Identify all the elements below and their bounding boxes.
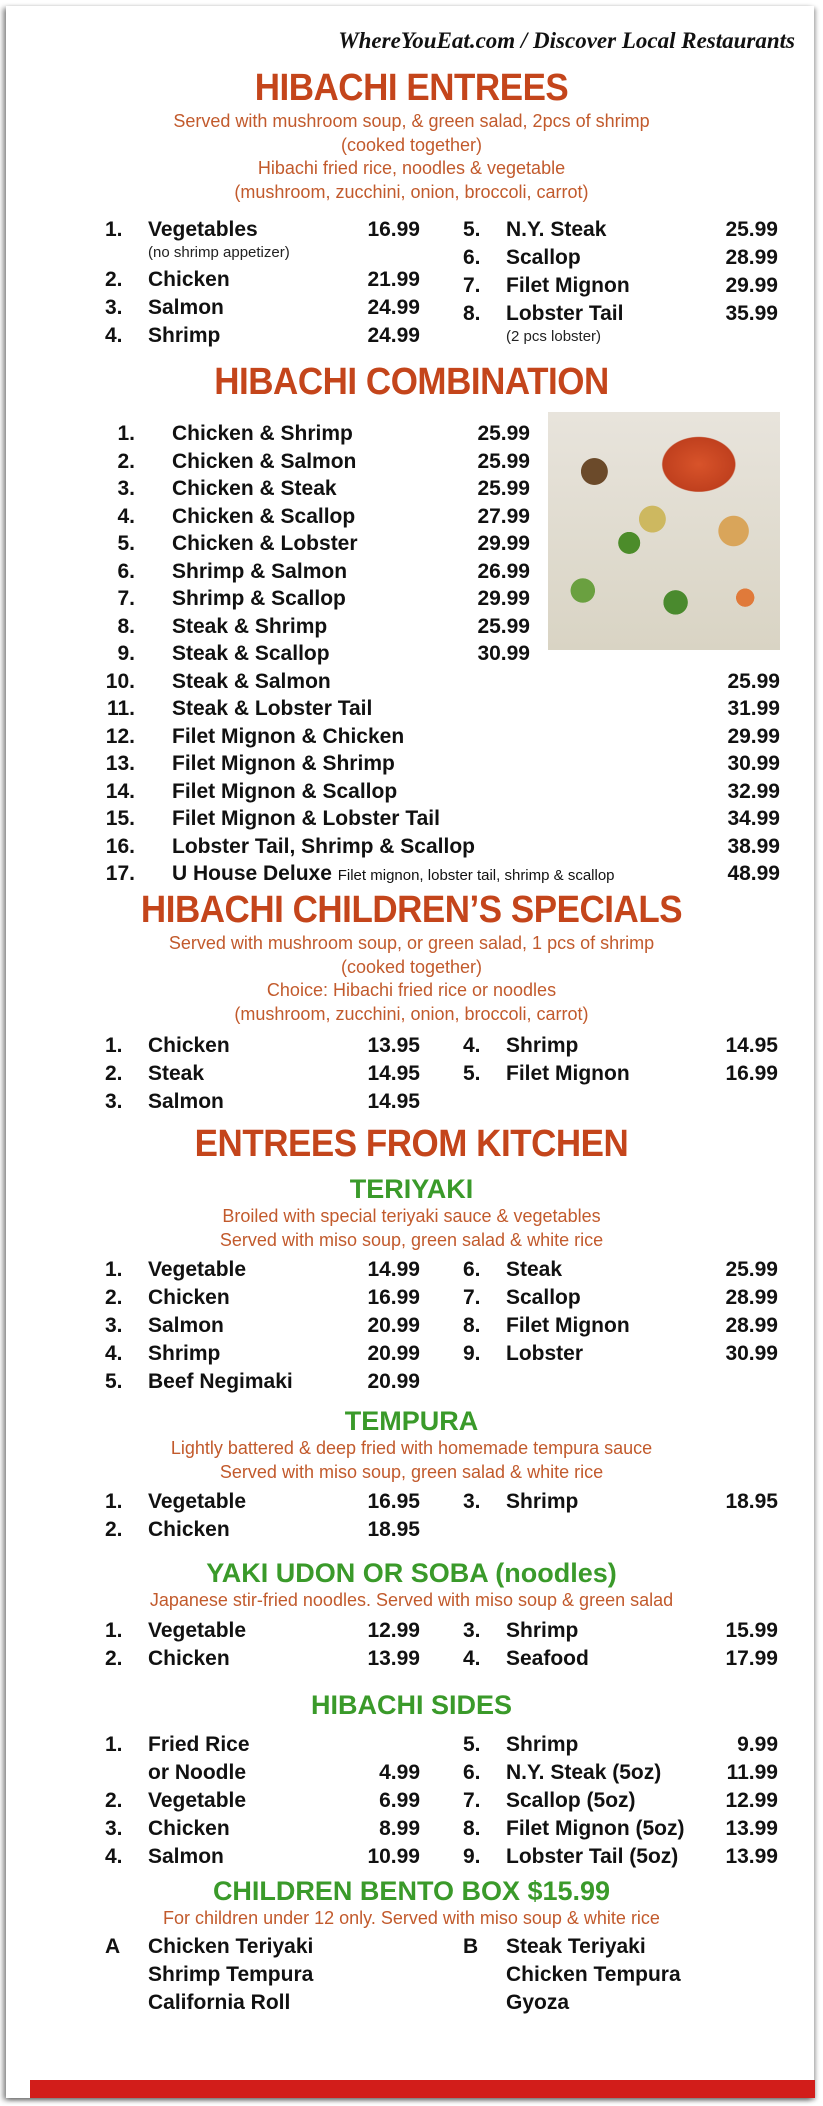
item-number: 3. bbox=[463, 1618, 481, 1642]
item-name bbox=[172, 778, 397, 805]
tempura-section bbox=[0, 1405, 823, 1541]
item-price: 25.99 bbox=[477, 614, 530, 638]
item-name: Chicken bbox=[148, 1646, 230, 1670]
menu-item bbox=[463, 1617, 778, 1645]
item-price: 29.99 bbox=[725, 274, 778, 297]
bento-subtitle-line: For children under 12 only. Served with miso soup & white rice bbox=[163, 1908, 660, 1928]
menu-item bbox=[463, 1312, 778, 1340]
item-name: Lobster Tail (5oz) bbox=[506, 1845, 679, 1868]
item-number: 2. bbox=[105, 1789, 123, 1812]
item-number: 3. bbox=[105, 1817, 123, 1840]
item-name bbox=[172, 530, 358, 557]
item-number: 4. bbox=[105, 1342, 123, 1365]
item-price: 13.99 bbox=[367, 1646, 420, 1670]
item-number: 5. bbox=[117, 532, 135, 555]
item-number: 3. bbox=[105, 1090, 123, 1113]
combo-item bbox=[0, 860, 823, 888]
item-name: Vegetable bbox=[148, 1258, 247, 1281]
item-name bbox=[172, 860, 615, 889]
item-name: Shrimp bbox=[506, 1733, 579, 1756]
item-name: Scallop (5oz) bbox=[506, 1789, 636, 1812]
item-note: (2 pcs lobster) bbox=[506, 328, 602, 345]
item-name-text: Filet Mignon & Shrimp bbox=[172, 752, 395, 775]
item-price: 38.99 bbox=[727, 834, 780, 858]
item-name: Steak bbox=[506, 1258, 563, 1281]
item-number: 4. bbox=[463, 1034, 481, 1057]
item-price: 14.95 bbox=[725, 1034, 778, 1057]
combo-item bbox=[0, 723, 823, 751]
item-price: 32.99 bbox=[727, 779, 780, 803]
item-price: 34.99 bbox=[727, 807, 780, 830]
item-number: 8. bbox=[463, 302, 481, 325]
yaki-column-right bbox=[463, 1617, 778, 1673]
item-price: 28.99 bbox=[725, 246, 778, 269]
item-number: 5. bbox=[463, 1733, 481, 1756]
item-name: Shrimp bbox=[148, 1342, 221, 1365]
item-price: 20.99 bbox=[367, 1370, 420, 1393]
item-name-text: Chicken & Salmon bbox=[172, 449, 357, 473]
item-name: Chicken bbox=[148, 268, 230, 291]
item-price: 25.99 bbox=[725, 218, 778, 241]
menu-item bbox=[105, 1961, 420, 1989]
item-price: 12.99 bbox=[725, 1789, 778, 1812]
combo-item bbox=[0, 778, 823, 806]
item-number: 10. bbox=[105, 669, 135, 693]
item-name bbox=[172, 420, 353, 447]
spacer bbox=[0, 1721, 823, 1731]
item-price: 13.99 bbox=[725, 1817, 778, 1840]
hibachi_entrees-column-left bbox=[105, 216, 420, 350]
item-price: 21.99 bbox=[367, 268, 420, 291]
menu-item bbox=[463, 1731, 778, 1759]
item-number: B bbox=[463, 1934, 479, 1958]
tempura-column-right bbox=[463, 1488, 778, 1516]
item-number: 7. bbox=[463, 274, 481, 297]
item-name: Chicken Tempura bbox=[506, 1962, 681, 1986]
item-name bbox=[172, 558, 347, 585]
menu-item bbox=[105, 216, 420, 244]
item-price: 26.99 bbox=[477, 559, 530, 583]
combo-item bbox=[0, 750, 823, 778]
item-name: or Noodle bbox=[148, 1761, 246, 1784]
item-name: Filet Mignon bbox=[506, 274, 630, 297]
menu-item bbox=[105, 1488, 420, 1516]
menu-item bbox=[463, 300, 778, 328]
menu-item bbox=[105, 1815, 420, 1843]
item-price: 4.99 bbox=[379, 1761, 420, 1784]
menu-item bbox=[463, 1961, 778, 1989]
teriyaki-subtitle-line: Broiled with special teriyaki sauce & vegetables bbox=[222, 1206, 601, 1226]
menu-item bbox=[463, 1989, 778, 2017]
menu-item bbox=[105, 1787, 420, 1815]
item-price: 14.95 bbox=[367, 1090, 420, 1113]
menu-item bbox=[463, 1815, 778, 1843]
menu-item bbox=[463, 1787, 778, 1815]
item-price: 25.99 bbox=[477, 422, 530, 445]
hibachi_entrees-section bbox=[0, 66, 823, 347]
item-name: Lobster Tail bbox=[506, 302, 624, 325]
item-number: 11. bbox=[106, 697, 135, 720]
tempura-title: TEMPURA bbox=[344, 1406, 479, 1436]
menu-item bbox=[463, 1284, 778, 1312]
kitchen-title: ENTREES FROM KITCHEN bbox=[194, 1123, 629, 1165]
item-price: 18.95 bbox=[367, 1518, 420, 1541]
item-price: 13.99 bbox=[725, 1845, 778, 1868]
hibachi_entrees-subtitle-line: Hibachi fried rice, noodles & vegetable bbox=[257, 158, 566, 178]
item-name: Salmon bbox=[148, 1314, 224, 1337]
item-number: 3. bbox=[105, 1314, 123, 1337]
item-note: (no shrimp appetizer) bbox=[148, 244, 290, 261]
item-number: 3. bbox=[105, 296, 123, 319]
item-number: 7. bbox=[117, 587, 135, 610]
hibachi_combination-section bbox=[0, 360, 823, 404]
item-name: Gyoza bbox=[506, 1990, 570, 2014]
hibachi_entrees-title: HIBACHI ENTREES bbox=[254, 67, 569, 109]
item-name bbox=[172, 448, 356, 475]
item-number: 13. bbox=[105, 752, 135, 775]
tempura-subtitle-line: Served with miso soup, green salad & white rice bbox=[219, 1461, 604, 1482]
teriyaki-column-right bbox=[463, 1256, 778, 1368]
menu-item bbox=[105, 1731, 420, 1759]
menu-item bbox=[105, 1989, 420, 2017]
item-price: 16.99 bbox=[367, 1286, 420, 1309]
item-number: 4. bbox=[463, 1646, 481, 1670]
item-name-text: Shrimp & Salmon bbox=[172, 559, 348, 583]
teriyaki-section bbox=[0, 1173, 823, 1393]
menu-item bbox=[463, 1060, 778, 1088]
item-number: 5. bbox=[463, 218, 481, 241]
item-name: Salmon bbox=[148, 296, 224, 319]
item-name: Shrimp bbox=[506, 1618, 579, 1642]
combo-item bbox=[0, 805, 823, 833]
item-name: Fried Rice bbox=[148, 1733, 250, 1756]
item-number: 2. bbox=[105, 1286, 123, 1309]
item-number: 1. bbox=[117, 422, 135, 445]
item-number: 3. bbox=[117, 477, 135, 500]
bento-section bbox=[0, 1875, 823, 2014]
item-name: Salmon bbox=[148, 1845, 224, 1868]
item-number: 4. bbox=[117, 504, 135, 528]
hibachi_entrees-column-right bbox=[463, 216, 778, 350]
item-number: 6. bbox=[463, 1761, 481, 1784]
children_specials-subtitle-line: Served with mushroom soup, or green salad, 1 pcs of shrimp bbox=[168, 933, 655, 953]
menu-item bbox=[105, 1312, 420, 1340]
item-number: A bbox=[105, 1934, 121, 1958]
yaki-section bbox=[0, 1557, 823, 1670]
menu-item bbox=[105, 1645, 420, 1673]
item-name bbox=[172, 475, 337, 502]
item-description: Filet mignon, lobster tail, shrimp & scallop bbox=[337, 867, 615, 884]
item-name bbox=[172, 695, 372, 722]
item-name-text: Filet Mignon & Lobster Tail bbox=[172, 807, 440, 830]
menu-item bbox=[105, 266, 420, 294]
item-name: Salmon bbox=[148, 1090, 224, 1113]
item-number: 2. bbox=[117, 449, 135, 473]
menu-item bbox=[105, 1843, 420, 1871]
item-name: Scallop bbox=[506, 1286, 581, 1309]
item-name-text: Chicken & Lobster bbox=[172, 532, 358, 555]
item-name: Beef Negimaki bbox=[148, 1370, 293, 1393]
hibachi-food-photo bbox=[548, 412, 780, 650]
menu-item bbox=[463, 1843, 778, 1871]
item-number: 2. bbox=[105, 1062, 123, 1085]
item-name: Steak Teriyaki bbox=[506, 1934, 646, 1958]
watermark: WhereYouEat.com / Discover Local Restaurants bbox=[338, 28, 795, 53]
menu-item bbox=[463, 216, 778, 244]
item-name bbox=[172, 585, 346, 612]
item-price: 29.99 bbox=[727, 724, 780, 748]
item-name: Shrimp bbox=[148, 324, 221, 347]
item-price: 27.99 bbox=[477, 504, 530, 528]
item-price: 31.99 bbox=[727, 697, 780, 720]
item-price: 9.99 bbox=[737, 1733, 778, 1756]
item-number: 17. bbox=[105, 862, 135, 885]
item-name: Chicken bbox=[148, 1518, 230, 1541]
item-price: 11.99 bbox=[726, 1761, 778, 1784]
menu-item bbox=[463, 1256, 778, 1284]
teriyaki-subtitle-line: Served with miso soup, green salad & white rice bbox=[219, 1229, 604, 1250]
item-price: 13.95 bbox=[367, 1034, 420, 1057]
hibachi_entrees-subtitle-line: (cooked together) bbox=[340, 134, 483, 155]
children_specials-subtitle-line: Choice: Hibachi fried rice or noodles bbox=[266, 980, 557, 1000]
item-price: 14.95 bbox=[367, 1062, 420, 1085]
item-number: 8. bbox=[463, 1314, 481, 1337]
item-name bbox=[172, 805, 440, 832]
item-name: Chicken bbox=[148, 1817, 230, 1840]
item-name bbox=[172, 833, 475, 860]
item-price: 30.99 bbox=[727, 752, 780, 775]
kitchen-section bbox=[0, 1122, 823, 1166]
item-number: 7. bbox=[463, 1286, 481, 1309]
item-name-text: Filet Mignon & Scallop bbox=[172, 779, 398, 803]
menu-item bbox=[105, 1340, 420, 1368]
item-number: 6. bbox=[463, 1258, 481, 1281]
item-number: 1. bbox=[105, 1258, 123, 1281]
item-name-text: Chicken & Scallop bbox=[172, 504, 356, 528]
item-name bbox=[172, 613, 327, 640]
combo-item bbox=[0, 695, 823, 723]
item-price: 25.99 bbox=[477, 449, 530, 473]
menu-item bbox=[463, 1488, 778, 1516]
item-name bbox=[172, 750, 395, 777]
item-name-text: Chicken & Steak bbox=[172, 477, 337, 500]
item-number: 14. bbox=[105, 779, 135, 803]
item-price: 35.99 bbox=[725, 302, 778, 325]
item-price: 16.99 bbox=[725, 1062, 778, 1085]
children_specials-column-left bbox=[105, 1032, 420, 1116]
item-name: Seafood bbox=[506, 1646, 589, 1670]
item-price: 48.99 bbox=[727, 862, 780, 885]
item-name: Vegetable bbox=[148, 1618, 247, 1642]
item-name-text: Steak & Lobster Tail bbox=[172, 697, 373, 720]
menu-item bbox=[105, 1933, 420, 1961]
children_specials-subtitle-line: (mushroom, zucchini, onion, broccoli, carrot) bbox=[234, 1003, 589, 1024]
item-number: 7. bbox=[463, 1789, 481, 1812]
item-name: Filet Mignon (5oz) bbox=[506, 1817, 685, 1840]
item-price: 20.99 bbox=[367, 1342, 420, 1365]
item-name-text: Steak & Salmon bbox=[172, 669, 331, 693]
item-number: 8. bbox=[117, 614, 135, 638]
menu-item bbox=[105, 1617, 420, 1645]
item-name: Chicken bbox=[148, 1286, 230, 1309]
item-number: 1. bbox=[105, 1034, 123, 1057]
bento-column-right bbox=[463, 1933, 778, 2017]
item-price: 16.95 bbox=[367, 1490, 420, 1513]
bento-column-left bbox=[105, 1933, 420, 2017]
menu-item bbox=[463, 1032, 778, 1060]
item-number: 9. bbox=[117, 642, 135, 665]
item-price: 30.99 bbox=[477, 642, 530, 665]
tempura-subtitle-line: Lightly battered & deep fried with homemade tempura sauce bbox=[170, 1438, 653, 1458]
item-name: Chicken bbox=[148, 1034, 230, 1057]
combo-item bbox=[0, 668, 823, 696]
item-name-text: Steak & Scallop bbox=[172, 642, 330, 665]
item-name: Vegetable bbox=[148, 1789, 247, 1812]
item-price: 16.99 bbox=[367, 218, 420, 241]
item-number: 4. bbox=[105, 1845, 123, 1868]
item-number: 2. bbox=[105, 1646, 123, 1670]
children_specials-subtitle-line: (cooked together) bbox=[340, 956, 483, 977]
item-name: Filet Mignon bbox=[506, 1314, 630, 1337]
menu-item bbox=[105, 1368, 420, 1396]
item-number: 4. bbox=[105, 324, 123, 347]
menu-item bbox=[105, 1759, 420, 1787]
item-price: 24.99 bbox=[367, 296, 420, 319]
teriyaki-title: TERIYAKI bbox=[349, 1174, 474, 1204]
item-price: 25.99 bbox=[727, 669, 780, 693]
menu-item bbox=[105, 1256, 420, 1284]
item-price: 18.95 bbox=[725, 1490, 778, 1513]
hibachi_entrees-subtitle-line: Served with mushroom soup, & green salad, 2pcs of shrimp bbox=[173, 111, 650, 131]
menu-item bbox=[105, 1284, 420, 1312]
item-name: California Roll bbox=[148, 1990, 291, 2014]
item-name-text: Shrimp & Scallop bbox=[172, 587, 346, 610]
item-number: 2. bbox=[105, 1518, 123, 1541]
spacer bbox=[0, 204, 823, 216]
menu-item bbox=[463, 1340, 778, 1368]
item-name: Vegetables bbox=[148, 218, 258, 241]
sides-section bbox=[0, 1689, 823, 1868]
item-price: 25.99 bbox=[477, 477, 530, 500]
bento-title: CHILDREN BENTO BOX $15.99 bbox=[212, 1876, 611, 1906]
item-price: 14.99 bbox=[367, 1258, 420, 1281]
sides-column-right bbox=[463, 1731, 778, 1871]
menu-item bbox=[463, 1759, 778, 1787]
item-number: 1. bbox=[105, 1733, 123, 1756]
item-number: 9. bbox=[463, 1342, 481, 1365]
menu-item bbox=[463, 1933, 778, 1961]
item-name-text: Filet Mignon & Chicken bbox=[172, 724, 405, 748]
item-name: Steak bbox=[148, 1062, 205, 1085]
menu-item bbox=[105, 294, 420, 322]
item-price: 25.99 bbox=[725, 1258, 778, 1281]
item-number: 6. bbox=[463, 246, 481, 269]
item-name bbox=[172, 640, 330, 667]
item-price: 24.99 bbox=[367, 324, 420, 347]
tempura-column-left bbox=[105, 1488, 420, 1544]
item-number: 15. bbox=[105, 807, 135, 830]
item-price: 29.99 bbox=[477, 587, 530, 610]
item-number: 5. bbox=[463, 1062, 481, 1085]
item-name: Vegetable bbox=[148, 1490, 247, 1513]
item-price: 29.99 bbox=[477, 532, 530, 555]
menu-item bbox=[105, 1060, 420, 1088]
item-price: 15.99 bbox=[725, 1618, 778, 1642]
item-name: Scallop bbox=[506, 246, 581, 269]
yaki-title: YAKI UDON OR SOBA (noodles) bbox=[206, 1558, 617, 1588]
item-name: N.Y. Steak (5oz) bbox=[506, 1761, 662, 1784]
hibachi_combination-title: HIBACHI COMBINATION bbox=[214, 361, 609, 403]
menu-item bbox=[105, 1088, 420, 1116]
menu-item bbox=[105, 1032, 420, 1060]
item-price: 30.99 bbox=[725, 1342, 778, 1365]
item-name-text: Steak & Shrimp bbox=[172, 614, 328, 638]
sides-column-left bbox=[105, 1731, 420, 1871]
teriyaki-column-left bbox=[105, 1256, 420, 1396]
item-name-text: Lobster Tail, Shrimp & Scallop bbox=[172, 834, 475, 858]
item-number: 2. bbox=[105, 268, 123, 291]
yaki-column-left bbox=[105, 1617, 420, 1673]
combo-item bbox=[0, 833, 823, 861]
children_specials-column-right bbox=[463, 1032, 778, 1088]
item-price: 6.99 bbox=[379, 1789, 420, 1812]
item-number: 16. bbox=[105, 834, 135, 858]
menu-item bbox=[105, 322, 420, 350]
item-name: N.Y. Steak bbox=[506, 218, 607, 241]
item-price: 12.99 bbox=[367, 1618, 420, 1642]
item-number: 12. bbox=[105, 724, 135, 748]
menu-item bbox=[463, 272, 778, 300]
item-name-text: U House Deluxe bbox=[172, 862, 332, 885]
item-number: 1. bbox=[105, 218, 123, 241]
item-price: 28.99 bbox=[725, 1286, 778, 1309]
item-name bbox=[172, 503, 355, 530]
item-price: 17.99 bbox=[725, 1646, 778, 1670]
item-name: Shrimp bbox=[506, 1490, 579, 1513]
item-number: 9. bbox=[463, 1845, 481, 1868]
item-name bbox=[172, 668, 331, 695]
item-name bbox=[172, 723, 404, 750]
item-price: 10.99 bbox=[367, 1845, 420, 1868]
item-name: Filet Mignon bbox=[506, 1062, 630, 1085]
item-name: Shrimp bbox=[506, 1034, 579, 1057]
yaki-subtitle-line: Japanese stir-fried noodles. Served with miso soup & green salad bbox=[149, 1590, 674, 1610]
children_specials-section bbox=[0, 888, 823, 1113]
item-name-text: Chicken & Shrimp bbox=[172, 422, 353, 445]
item-name: Shrimp Tempura bbox=[148, 1962, 314, 1986]
item-number: 8. bbox=[463, 1817, 481, 1840]
item-number: 5. bbox=[105, 1370, 123, 1393]
hibachi_entrees-subtitle-line: (mushroom, zucchini, onion, broccoli, carrot) bbox=[234, 181, 589, 202]
footer-red-bar bbox=[30, 2080, 815, 2098]
menu-item bbox=[463, 1645, 778, 1673]
menu-item bbox=[105, 1516, 420, 1544]
item-number: 6. bbox=[117, 559, 135, 583]
menu-item bbox=[463, 244, 778, 272]
children_specials-title: HIBACHI CHILDREN’S SPECIALS bbox=[140, 889, 683, 931]
item-price: 8.99 bbox=[379, 1817, 420, 1840]
item-price: 28.99 bbox=[725, 1314, 778, 1337]
item-name: Lobster bbox=[506, 1342, 584, 1365]
item-number: 1. bbox=[105, 1618, 123, 1642]
item-number: 1. bbox=[105, 1490, 123, 1513]
item-name: Chicken Teriyaki bbox=[148, 1934, 314, 1958]
item-price: 20.99 bbox=[367, 1314, 420, 1337]
item-number: 3. bbox=[463, 1490, 481, 1513]
sides-title: HIBACHI SIDES bbox=[310, 1690, 513, 1720]
